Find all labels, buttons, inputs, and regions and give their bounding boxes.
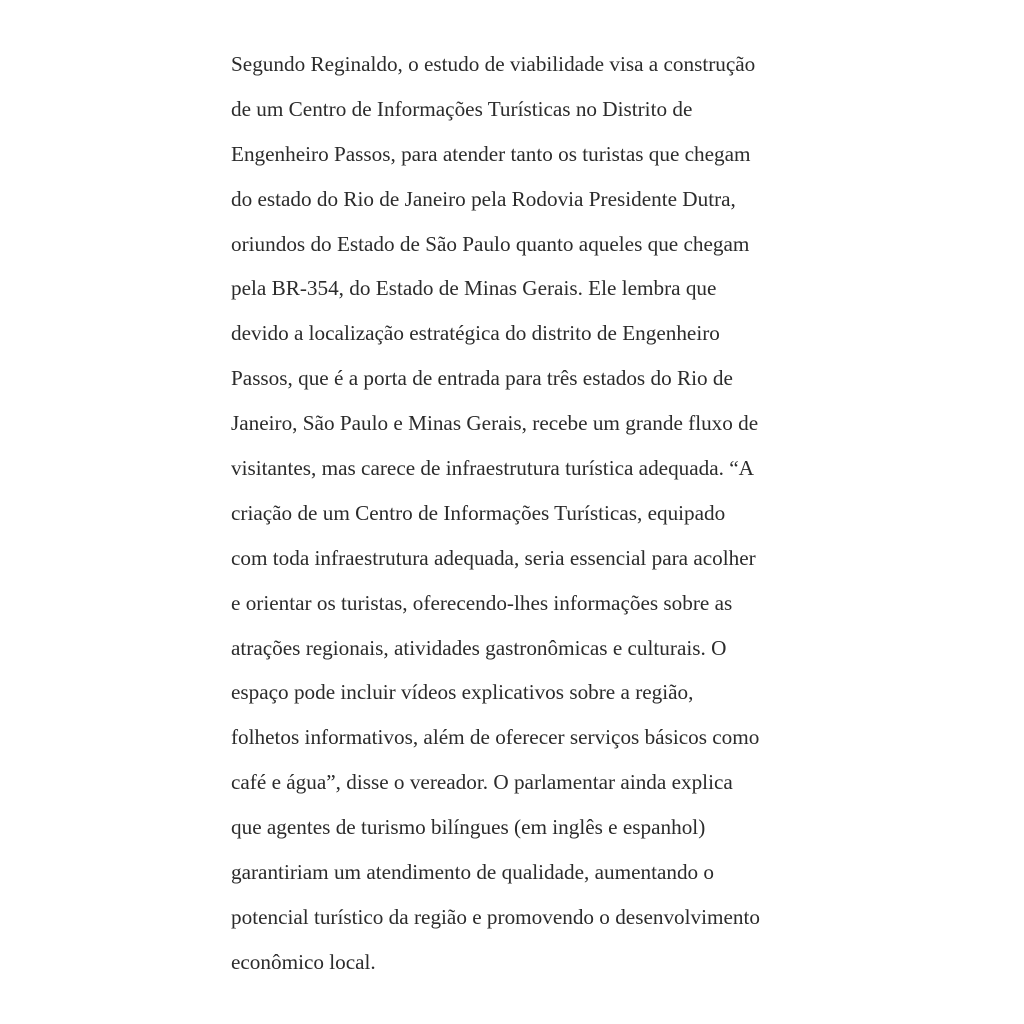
paragraph-line: Segundo Reginaldo, o estudo de viabilidade visa a construção (231, 52, 756, 76)
paragraph-line: atrações regionais, atividades gastronômicas e culturais. O (231, 635, 727, 660)
paragraph-line: do estado do Rio de Janeiro pela Rodovia Presidente Dutra, (231, 186, 736, 211)
paragraph-line: criação de um Centro de Informações Turísticas, equipado (231, 500, 726, 525)
paragraph-line: Passos, que é a porta de entrada para três estados do Rio de (231, 366, 733, 391)
paragraph-line: visitantes, mas carece de infraestrutura turística adequada. “A (231, 456, 754, 481)
paragraph-line: Janeiro, São Paulo e Minas Gerais, recebe um grande fluxo de (231, 411, 759, 436)
paragraph-line: potencial turístico da região e promovendo o desenvolvimento (231, 904, 760, 929)
paragraph-line: de um Centro de Informações Turísticas no Distrito de (231, 96, 693, 121)
paragraph-line: e orientar os turistas, oferecendo-lhes informações sobre as (231, 590, 733, 615)
paragraph-line: espaço pode incluir vídeos explicativos sobre a região, (231, 680, 694, 705)
paragraph-line: oriundos do Estado de São Paulo quanto aqueles que chegam (231, 231, 750, 256)
paragraph-line: garantiriam um atendimento de qualidade, aumentando o (231, 860, 715, 885)
paragraph-line: folhetos informativos, além de oferecer serviços básicos como (231, 725, 760, 750)
article-text-block (231, 42, 811, 985)
paragraph-line: café e água”, disse o vereador. O parlamentar ainda explica (231, 770, 733, 795)
paragraph-line: devido a localização estratégica do distrito de Engenheiro (231, 321, 720, 346)
article-paragraph (231, 42, 811, 985)
paragraph-line: que agentes de turismo bilíngues (em inglês e espanhol) (231, 815, 706, 840)
paragraph-line: econômico local. (231, 949, 376, 974)
paragraph-line: Engenheiro Passos, para atender tanto os turistas que chegam (231, 141, 751, 166)
paragraph-line: com toda infraestrutura adequada, seria essencial para acolher (231, 545, 756, 570)
paragraph-line: pela BR-354, do Estado de Minas Gerais. Ele lembra que (231, 276, 717, 301)
